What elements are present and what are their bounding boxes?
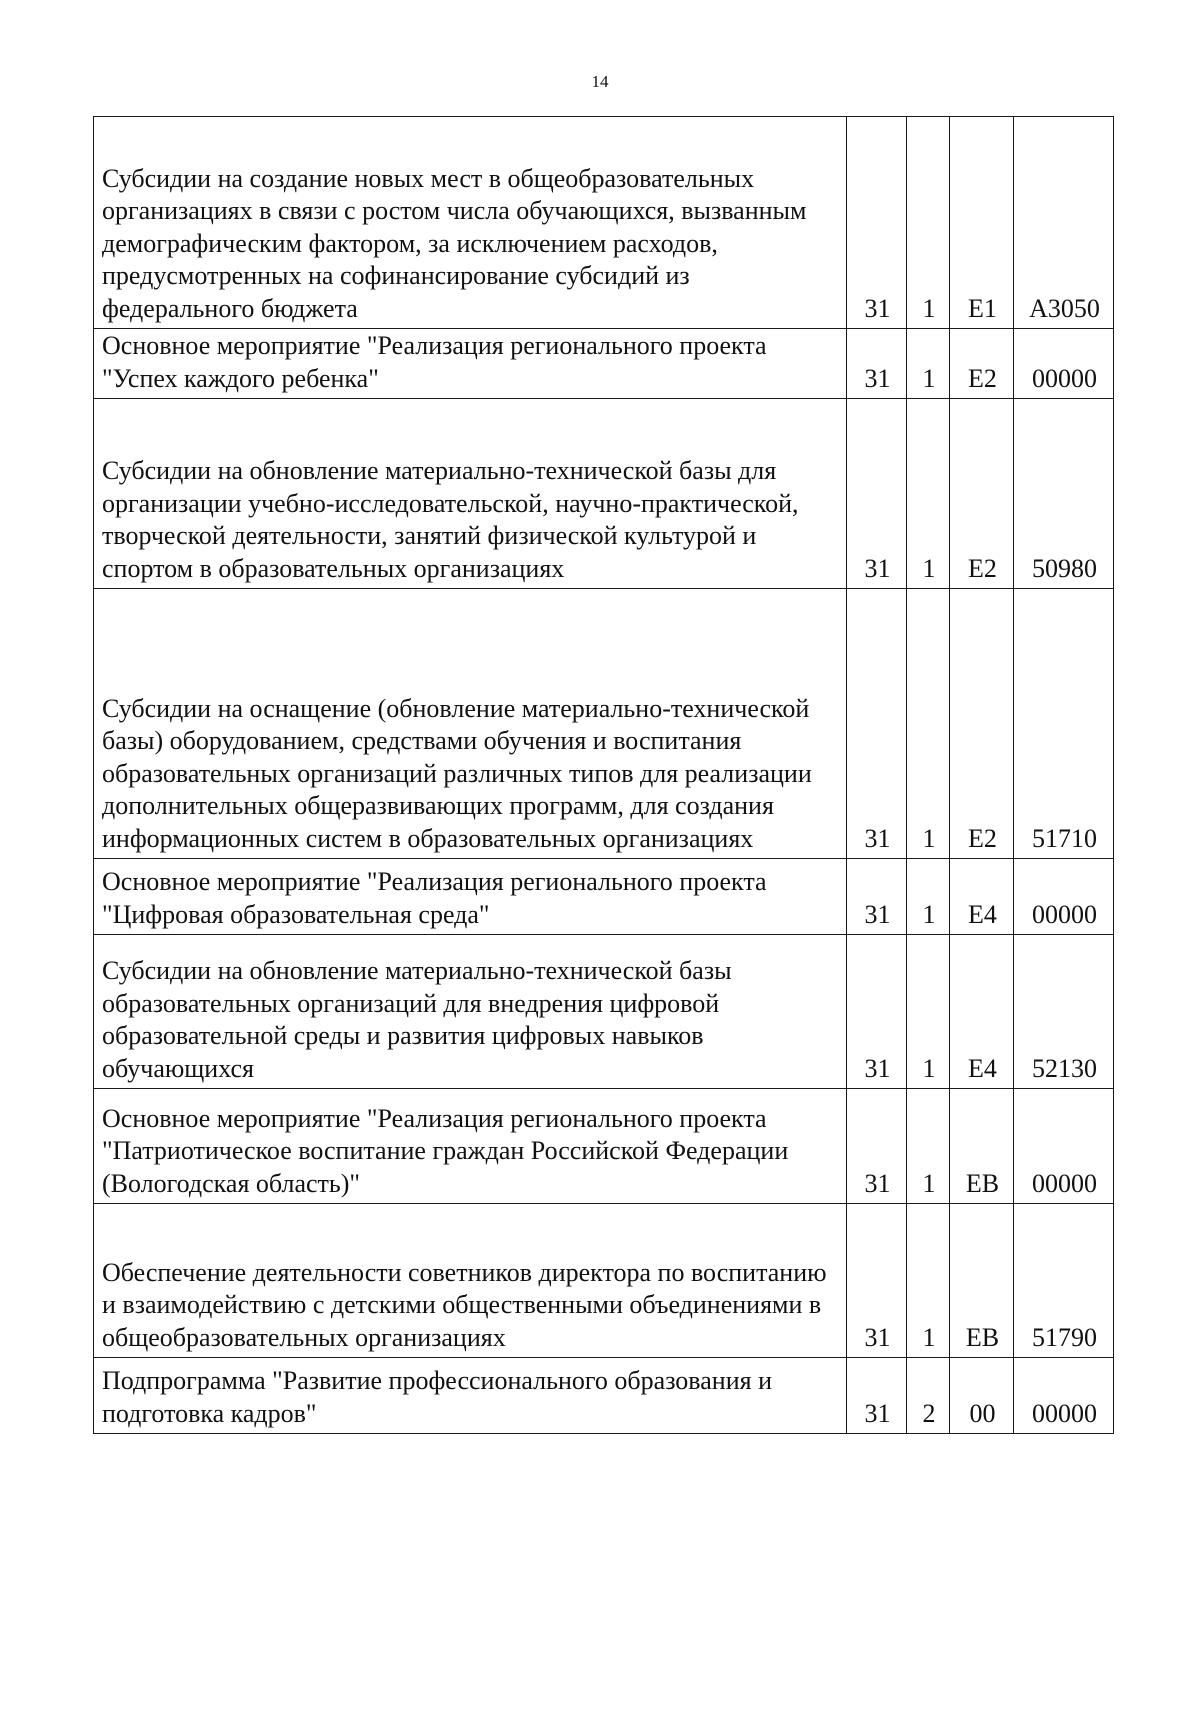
subprogram-code-cell: 1 — [907, 935, 950, 1089]
activity-code-cell: E1 — [950, 117, 1014, 329]
expense-code-cell: 00000 — [1014, 859, 1114, 935]
program-code-cell: 31 — [847, 1089, 907, 1204]
row-name-cell: Обеспечение деятельности советников директора по воспитанию и взаимодействию с детскими общественными объединениями в общеобразовательных организациях — [94, 1204, 847, 1358]
table-row — [94, 859, 1114, 935]
table-row — [94, 589, 1114, 859]
expense-code-cell: 52130 — [1014, 935, 1114, 1089]
subprogram-code-cell: 1 — [907, 399, 950, 589]
row-name-cell: Субсидии на обновление материально-технической базы образовательных организаций для внедрения цифровой образовательной среды и развития цифровых навыков обучающихся — [94, 935, 847, 1089]
row-name-cell: Субсидии на оснащение (обновление материально-технической базы) оборудованием, средствами обучения и воспитания образовательных организаций различных типов для реализации дополнительных общеразвивающих программ, для создания информационных систем в образовательных организациях — [94, 589, 847, 859]
table-row — [94, 935, 1114, 1089]
expense-code-cell: 50980 — [1014, 399, 1114, 589]
program-code-cell: 31 — [847, 859, 907, 935]
table-row — [94, 1358, 1114, 1434]
row-name-cell: Основное мероприятие "Реализация регионального проекта "Цифровая образовательная среда" — [94, 859, 847, 935]
table-row — [94, 1204, 1114, 1358]
subprogram-code-cell: 1 — [907, 859, 950, 935]
table-row — [94, 399, 1114, 589]
expense-code-cell: 00000 — [1014, 1089, 1114, 1204]
expense-code-cell: 51710 — [1014, 589, 1114, 859]
row-name-cell: Основное мероприятие "Реализация регионального проекта "Успех каждого ребенка" — [94, 329, 847, 399]
subprogram-code-cell: 1 — [907, 589, 950, 859]
program-code-cell: 31 — [847, 117, 907, 329]
activity-code-cell: E2 — [950, 589, 1014, 859]
activity-code-cell: EB — [950, 1089, 1014, 1204]
activity-code-cell: E2 — [950, 399, 1014, 589]
expense-code-cell: 00000 — [1014, 329, 1114, 399]
table-row — [94, 1089, 1114, 1204]
expense-code-cell: 00000 — [1014, 1358, 1114, 1434]
program-code-cell: 31 — [847, 935, 907, 1089]
activity-code-cell: E4 — [950, 935, 1014, 1089]
table-row — [94, 117, 1114, 329]
expense-code-cell: 51790 — [1014, 1204, 1114, 1358]
table-row — [94, 329, 1114, 399]
subprogram-code-cell: 1 — [907, 329, 950, 399]
subprogram-code-cell: 1 — [907, 1089, 950, 1204]
program-code-cell: 31 — [847, 399, 907, 589]
activity-code-cell: EB — [950, 1204, 1014, 1358]
program-code-cell: 31 — [847, 589, 907, 859]
activity-code-cell: E4 — [950, 859, 1014, 935]
activity-code-cell: E2 — [950, 329, 1014, 399]
subprogram-code-cell: 2 — [907, 1358, 950, 1434]
subprogram-code-cell: 1 — [907, 117, 950, 329]
program-code-cell: 31 — [847, 329, 907, 399]
program-code-cell: 31 — [847, 1204, 907, 1358]
page-number: 14 — [591, 72, 609, 91]
budget-classification-table — [93, 116, 1114, 1434]
subprogram-code-cell: 1 — [907, 1204, 950, 1358]
activity-code-cell: 00 — [950, 1358, 1014, 1434]
program-code-cell: 31 — [847, 1358, 907, 1434]
expense-code-cell: A3050 — [1014, 117, 1114, 329]
row-name-cell: Субсидии на обновление материально-технической базы для организации учебно-исследовательской, научно-практической, творческой деятельности, занятий физической культурой и спортом в образовательных организациях — [94, 399, 847, 589]
row-name-cell: Субсидии на создание новых мест в общеобразовательных организациях в связи с ростом числа обучающихся, вызванным демографическим фактором, за исключением расходов, предусмотренных на софинансирование субсидий из федерального бюджета — [94, 117, 847, 329]
row-name-cell: Основное мероприятие "Реализация регионального проекта "Патриотическое воспитание граждан Российской Федерации (Вологодская область)" — [94, 1089, 847, 1204]
row-name-cell: Подпрограмма "Развитие профессионального образования и подготовка кадров" — [94, 1358, 847, 1434]
